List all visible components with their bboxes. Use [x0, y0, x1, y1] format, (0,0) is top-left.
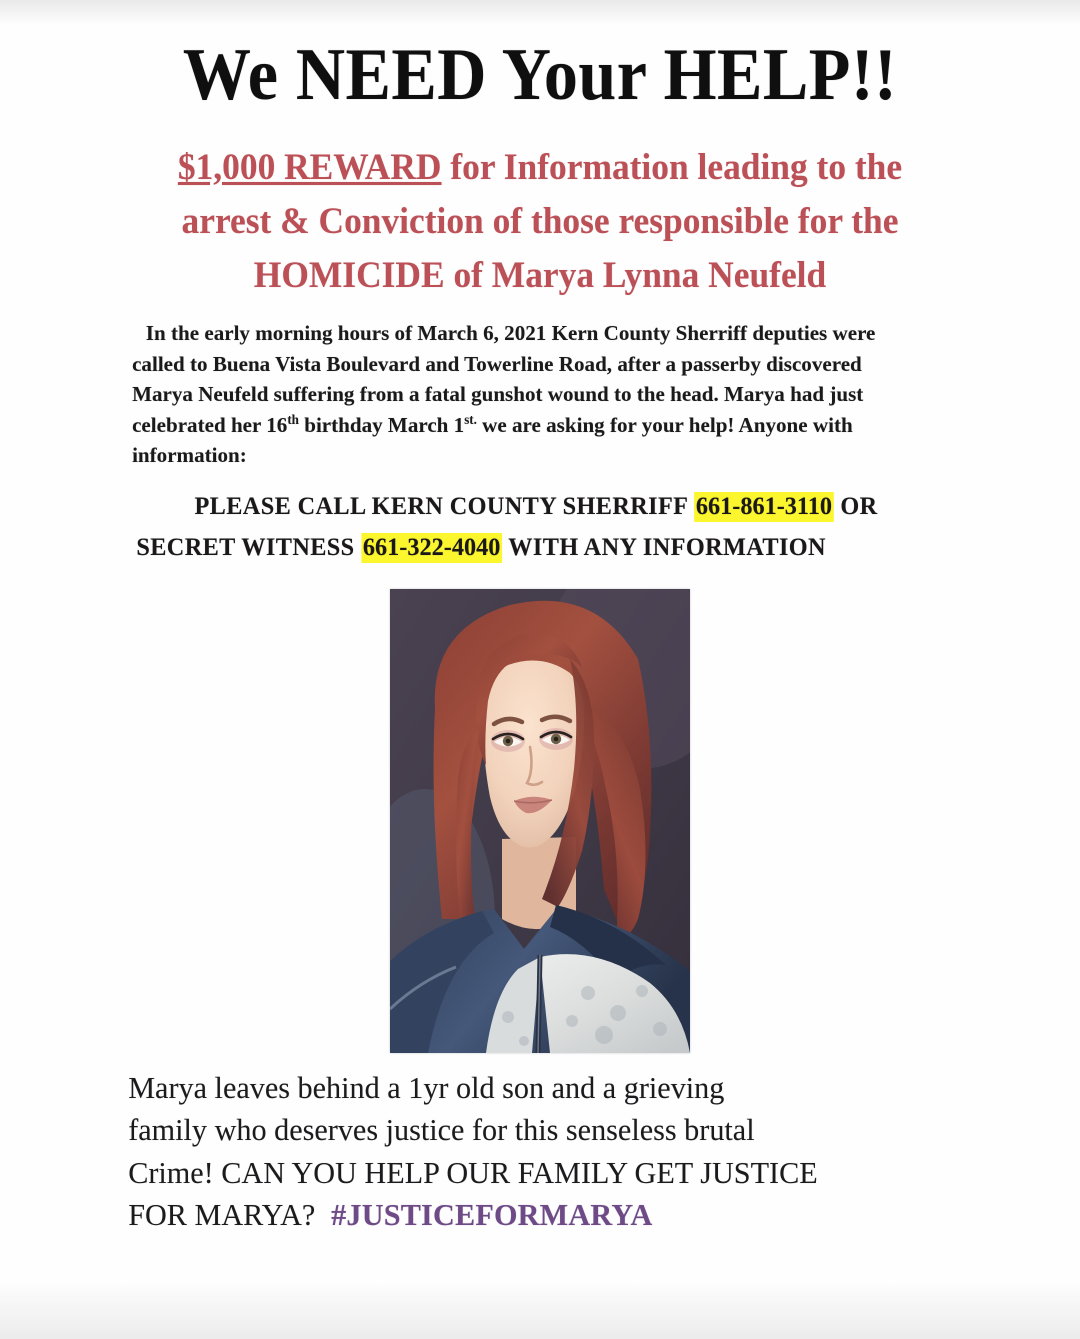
narrative-part-2: birthday March 1	[298, 412, 465, 437]
reward-line-1-rest: for Information leading to the	[441, 146, 903, 187]
cta-sheriff-prefix: PLEASE CALL KERN COUNTY SHERRIFF	[194, 493, 694, 520]
cta-sheriff-suffix: OR	[833, 493, 878, 520]
scan-edge-top	[0, 0, 1080, 26]
justice-hashtag[interactable]: #JUSTICEFORMARYA	[331, 1198, 653, 1233]
cta-line-sheriff	[136, 487, 935, 528]
portrait-illustration	[390, 589, 690, 1053]
incident-narrative	[132, 318, 924, 471]
closing-appeal	[128, 1067, 960, 1237]
narrative-part-1: In the early morning hours of March 6, 2021 Kern County Sherriff deputies were called to Buena Vista Boulevard and Towerline Road, after a passerby discovered Marya Neufeld suffering from a fatal gunshot wound to the head. Marya had just celebrated her 16	[132, 321, 876, 437]
page-title: We NEED Your HELP!!	[182, 34, 898, 116]
narrative-part-3: we are asking for your help! Anyone with information:	[132, 412, 853, 468]
closing-line-1: Marya leaves behind a 1yr old son and a grieving	[128, 1071, 725, 1105]
closing-line-2: family who deserves justice for this senseless brutal	[128, 1113, 755, 1148]
reward-statement	[117, 140, 963, 302]
call-to-action-block	[136, 487, 935, 568]
closing-line-4: FOR MARYA?	[128, 1198, 316, 1233]
cta-line-secret-witness	[136, 528, 935, 569]
reward-line-2: arrest & Conviction of those responsible for the	[181, 200, 899, 242]
sheriff-phone-number[interactable]: 661-861-3110	[695, 493, 832, 520]
narrative-ordinal-th: th	[287, 411, 299, 427]
victim-portrait-photo	[390, 589, 690, 1053]
scan-edge-bottom	[0, 1281, 1080, 1339]
cta-secret-witness-prefix: SECRET WITNESS	[136, 533, 361, 561]
narrative-ordinal-st: st.	[464, 411, 477, 427]
closing-line-3: Crime! CAN YOU HELP OUR FAMILY GET JUSTICE	[128, 1155, 818, 1190]
secret-witness-phone-number[interactable]: 661-322-4040	[362, 533, 501, 561]
cta-secret-witness-suffix: WITH ANY INFORMATION	[502, 533, 826, 561]
reward-amount: $1,000 REWARD	[177, 146, 442, 187]
reward-line-3: HOMICIDE of Marya Lynna Neufeld	[253, 254, 827, 296]
